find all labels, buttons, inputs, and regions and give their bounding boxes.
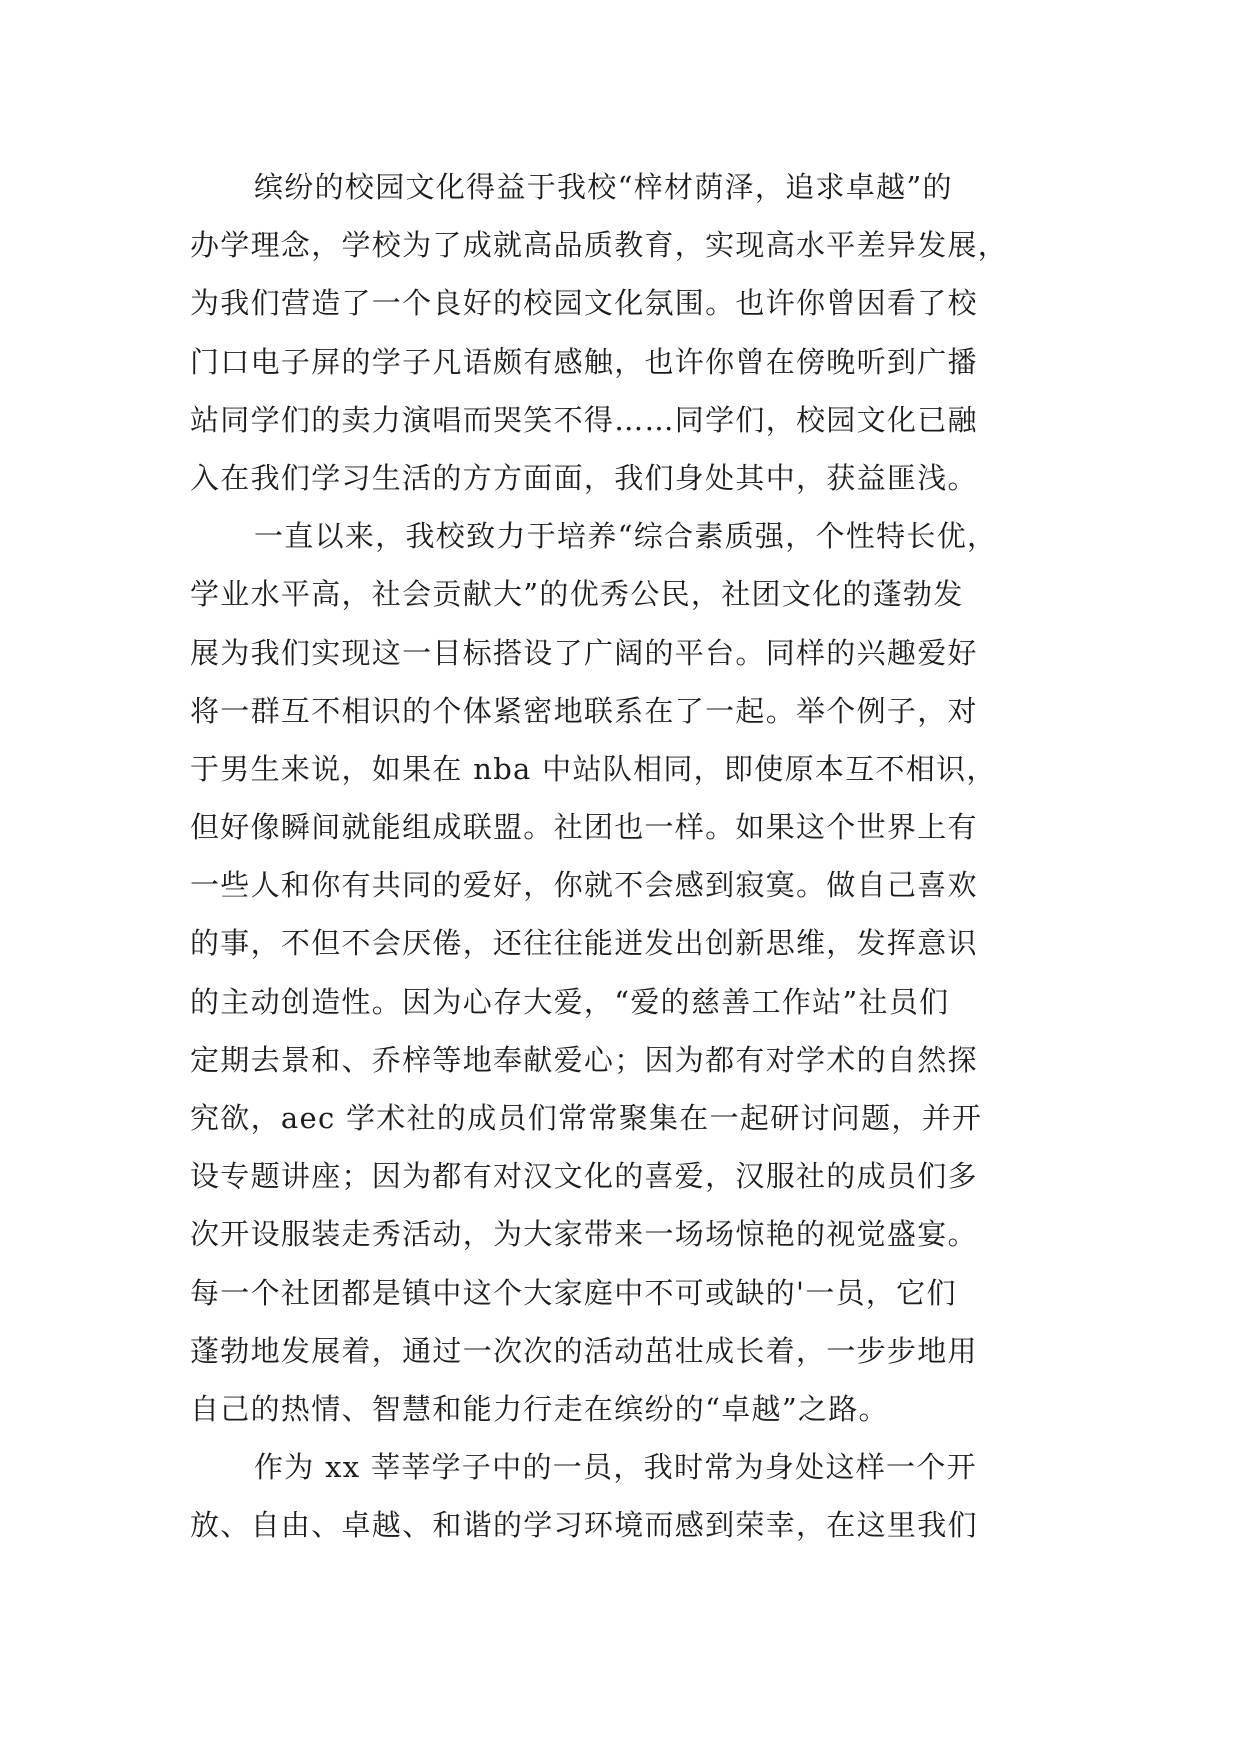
text-line: 为我们营造了一个良好的校园文化氛围。也许你曾因看了校 [190, 286, 978, 321]
paragraph-2 [190, 507, 1050, 1438]
text-line: 究欲，aec 学术社的成员们常常聚集在一起研讨问题，并开 [190, 1101, 983, 1135]
text-line: 作为 xx 莘莘学子中的一员，我时常为身处这样一个开 [254, 1450, 977, 1485]
text-line: 自己的热情、智慧和能力行走在缤纷的“卓越”之路。 [190, 1391, 889, 1426]
text-line: 放、自由、卓越、和谐的学习环境而感到荣幸，在这里我们 [190, 1508, 978, 1543]
text-line: 展为我们实现这一目标搭设了广阔的平台。同样的兴趣爱好 [190, 635, 978, 670]
text-line: 的主动创造性。因为心存大爱，“爱的慈善工作站”社员们 [190, 984, 950, 1019]
text-line: 一些人和你有共同的爱好，你就不会感到寂寞。做自己喜欢 [190, 868, 978, 903]
text-line: 办学理念，学校为了成就高品质教育，实现高水平差异发展， [190, 228, 1009, 263]
document-page [190, 158, 1050, 1555]
text-line: 于男生来说，如果在 nba 中站队相同，即使原本互不相识， [190, 751, 997, 786]
text-line: 门口电子屏的学子凡语颇有感触，也许你曾在傍晚听到广播 [190, 344, 978, 379]
text-line: 的事，不但不会厌倦，还往往能迸发出创新思维，发挥意识 [190, 926, 978, 961]
text-line: 学业水平高，社会贡献大”的优秀公民，社团文化的蓬勃发 [190, 577, 964, 612]
paragraph-1 [190, 158, 1050, 507]
text-line: 设专题讲座；因为都有对汉文化的喜爱，汉服社的成员们多 [190, 1159, 978, 1194]
text-line: 次开设服装走秀活动，为大家带来一场场惊艳的视觉盛宴。 [190, 1217, 978, 1252]
text-line: 蓬勃地发展着，通过一次次的活动茁壮成长着，一步步地用 [190, 1333, 978, 1368]
text-line: 缤纷的校园文化得益于我校“梓材荫泽，追求卓越”的 [254, 170, 953, 204]
text-line: 入在我们学习生活的方方面面，我们身处其中，获益匪浅。 [190, 460, 978, 495]
text-line: 站同学们的卖力演唱而哭笑不得……同学们，校园文化已融 [190, 402, 978, 437]
text-line: 每一个社团都是镇中这个大家庭中不可或缺的'一员，它们 [190, 1275, 957, 1310]
text-line: 但好像瞬间就能组成联盟。社团也一样。如果这个世界上有 [190, 810, 978, 845]
text-line: 将一群互不相识的个体紧密地联系在了一起。举个例子，对 [190, 693, 978, 728]
text-line: 定期去景和、乔梓等地奉献爱心；因为都有对学术的自然探 [190, 1042, 978, 1077]
paragraph-3 [190, 1438, 1050, 1554]
text-line: 一直以来，我校致力于培养“综合素质强，个性特长优， [254, 519, 998, 554]
